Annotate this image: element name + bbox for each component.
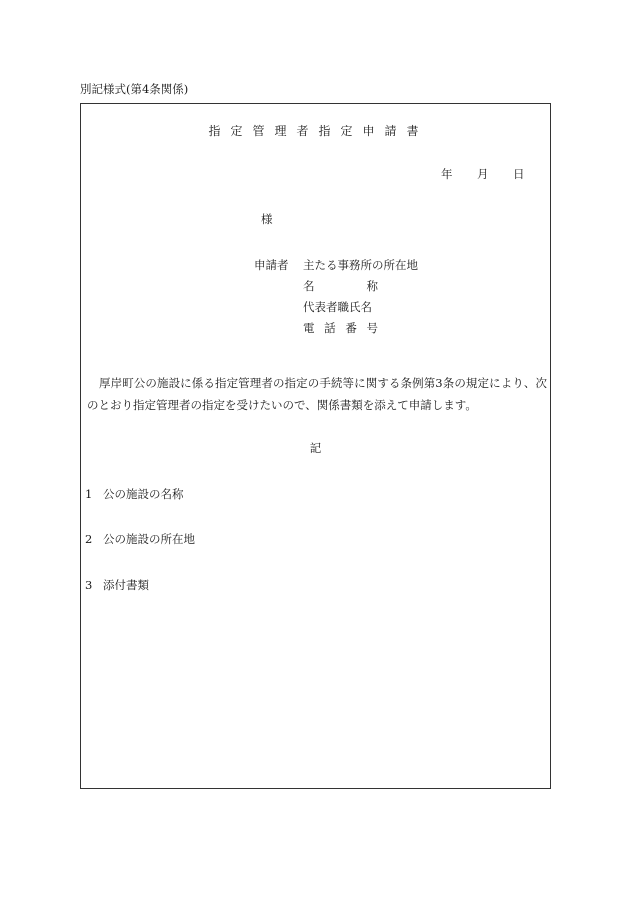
list-item-number: 2: [85, 532, 93, 546]
month-label: 月: [477, 167, 489, 181]
name-label-char: 名: [303, 279, 315, 293]
addressee-suffix: 様: [261, 212, 273, 226]
phone-label-char: 電: [303, 321, 315, 335]
list-item-label: 添付書類: [103, 578, 149, 592]
form-reference: 別記様式(第4条関係): [80, 82, 189, 96]
day-label: 日: [513, 167, 525, 181]
phone-label-char: 番: [345, 321, 357, 335]
phone-label-char: 号: [366, 321, 378, 335]
list-item-label: 公の施設の所在地: [103, 532, 195, 546]
phone-label-char: 話: [324, 321, 336, 335]
applicant-address-label: 主たる事務所の所在地: [303, 258, 418, 272]
list-item: [85, 577, 149, 593]
applicant-label: 申請者: [254, 258, 289, 272]
name-label-char: 称: [366, 279, 378, 293]
ki-heading: 記: [309, 441, 322, 455]
applicant-phone-label: [303, 320, 378, 336]
list-item: [85, 486, 184, 502]
list-item: [85, 531, 195, 547]
year-label: 年: [441, 167, 453, 181]
list-item-label: 公の施設の名称: [103, 487, 184, 501]
application-statement: 厚岸町公の施設に係る指定管理者の指定の手続等に関する条例第3条の規定により、次のとおり指定管理者の指定を受けたいので、関係書類を添えて申請します。: [87, 376, 547, 412]
application-form-frame: [80, 103, 551, 789]
form-title: 指定管理者指定申請書: [208, 124, 429, 138]
applicant-representative-label: 代表者職氏名: [303, 300, 372, 314]
list-item-number: 3: [85, 578, 93, 592]
applicant-name-label: [303, 278, 378, 294]
list-item-number: 1: [85, 487, 93, 501]
